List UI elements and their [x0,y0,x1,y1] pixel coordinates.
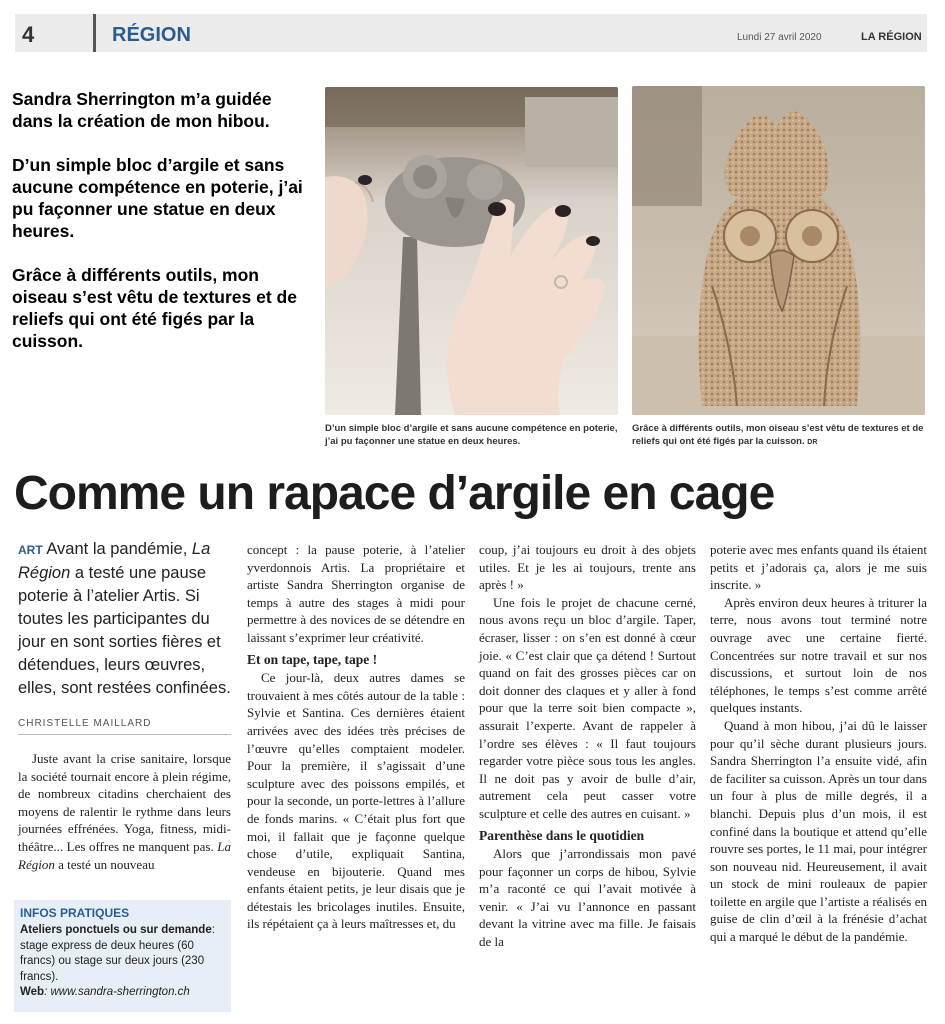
intro-paragraph: D’un simple bloc d’argile et sans aucune compétence en poterie, j’ai pu façonner une statue en deux heures. [12,155,303,241]
info-box-title: INFOS PRATIQUES [20,906,130,920]
body-paragraph: poterie avec mes enfants quand ils étaient petits et j’adorais ça, alors je me suis inscrite. » [710,542,927,593]
intro-text [12,88,312,374]
section-tag: ART [18,543,43,557]
photo-credit: DR [807,439,818,446]
section-title: RÉGION [112,24,191,46]
intro-paragraph: Sandra Sherrington m’a guidée dans la création de mon hibou. [12,89,272,131]
lead-text: Avant la pandémie, [42,540,192,558]
body-paragraph: concept : la pause poterie, à l’atelier yverdonnois Artis. La propriétaire et artiste Sandra Sherrington organise de temps à autre des stages à midi pour permettre à des novices de se détendre en laissant s’exprimer leur créativité. [247,542,465,645]
body-text: Juste avant la crise sanitaire, lorsque la société tournait encore à plein régime, de nombreux citadins cherchaient des moyens de ralentir le rythme dans leurs journées effrénées. Yoga, fitness, midi-théâtre... Les offres ne manquent pas. [18,751,231,854]
subheading: Et on tape, tape, tape ! [247,651,378,667]
info-box-body [20,923,225,1001]
photo-caption-left: D’un simple bloc d’argile et sans aucune compétence en poterie, j’ai pu façonner une statue en deux heures. [325,423,618,447]
info-web-link[interactable]: : www.sandra-sherrington.ch [44,986,190,998]
article-column-3 [479,541,696,951]
body-paragraph: Une fois le projet de chacune cerné, nous avons reçu un bloc d’argile. Taper, écraser, lisser : on s’en est donné à cœur joie. « C’est clair que ça détend ! Surtout quand on fait des grosses pièces car on doit donner des claques et y aller à fond pour que la terre soit bien compacte », assurait l’experte. Avant de rappeler à l’ordre ses élèves : « Il faut toujours regarder votre pièce sous tous les angles. Il ne doit pas y avoir de bulle d’air, autrement cela peut casser votre sculpture et celle des autres en cuisant. » [479,594,696,821]
info-text: : stage express de deux heures (60 francs) ou stage sur deux jours (230 francs). [20,924,215,983]
body-paragraph: Ce jour-là, deux autres dames se trouvaient à mes côtés autour de la table : Sylvie et Santina. Ces dernières étaient arrivées avec des idées très précises de l’œuvre qu’elles comptaient modeler. Pour la première, il s’agissait d’une sculpture avec des poissons empilés, et pour la seconde, un porte-lettres à l’allure de fonds marins. « C’était plus fort que moi, il fallait que je façonne quelque chose d’utile, expliquait Santina, vendeuse en bijouterie. Quand mes enfants étaient petits, je leur disais que je détestais les bricolages inutiles. Ensuite, ils répétaient ça à leurs maîtresses et, du [247,670,465,932]
photo-caption-right [632,422,927,449]
info-web-label: Web [20,986,45,998]
body-emphasis: La Région [18,838,231,872]
newspaper-brand: LA RÉGION [861,31,922,43]
article-column-1 [18,750,231,873]
body-paragraph: Quand à mon hibou, j’ai dû le laisser pour qu’il sèche durant plusieurs jours. Sandra Sherrington l’a ensuite vidé, afin de faciliter sa cuisson. Après un tour dans un four à plus de mille degrés, il a blanchi. Depuis plus d’un mois, il est confiné dans la boutique et attend qu’elle rouvre ses portes, le 11 mai, pour intégrer son nouveau nid. Heureusement, il avait un stock de mini rouleaux de papier toilette en argile que l’artiste a réalisés en guise de clin d’œil à la frénésie d’achat qui a marqué le début de la pandémie. [710,717,927,945]
article-column-2 [247,541,465,933]
info-bold: Ateliers ponctuels ou sur demande [20,924,212,936]
article-lead [18,538,233,700]
header-divider [93,14,96,52]
photo-caption-right-text: Grâce à différents outils, mon oiseau s’est vêtu de textures et de reliefs qui ont été figés par la cuisson. [632,423,924,447]
photo-hands-clay [325,87,618,415]
body-text: a testé un nouveau [58,856,155,872]
intro-paragraph: Grâce à différents outils, mon oiseau s’est vêtu de textures et de reliefs qui ont été figés par la cuisson. [12,265,297,351]
body-paragraph: Alors que j’arrondissais mon pavé pour façonner un corps de hibou, Sylvie m’a raconté ce qui l’avait motivée à venir. « J’ai vu l’annonce en passant devant la vitrine avec ma fille. Je faisais de la [479,846,696,950]
article-column-4 [710,541,927,946]
page-number: 4 [22,22,35,47]
body-paragraph: Après environ deux heures à triturer la terre, nous avons tout terminé notre ouvrage avec une certaine fierté. Concentrées sur notre travail et sur nos discussions, et surtout loin de nos téléphones, le temps s’est comme arrêté quelques instants. [710,594,927,716]
lead-emphasis: La Région [18,540,211,582]
author-byline: CHRISTELLE MAILLARD [18,718,152,729]
lead-text: a testé une pause poterie à l’atelier Artis. Si toutes les participantes du jour en sont sorties fières et détendues, leurs œuvres, elles, sont restées confinées. [18,564,231,697]
info-box [14,900,231,1012]
issue-date: Lundi 27 avril 2020 [737,32,822,43]
subheading: Parenthèse dans le quotidien [479,827,645,843]
body-paragraph: coup, j’ai toujours eu droit à des objets utiles. Et je les ai toujours, trente ans après ! » [479,542,696,593]
body-paragraph [18,750,231,873]
author-divider [18,734,231,735]
article-headline: Comme un rapace d’argile en cage [14,467,775,520]
photo-clay-owl [632,86,925,415]
